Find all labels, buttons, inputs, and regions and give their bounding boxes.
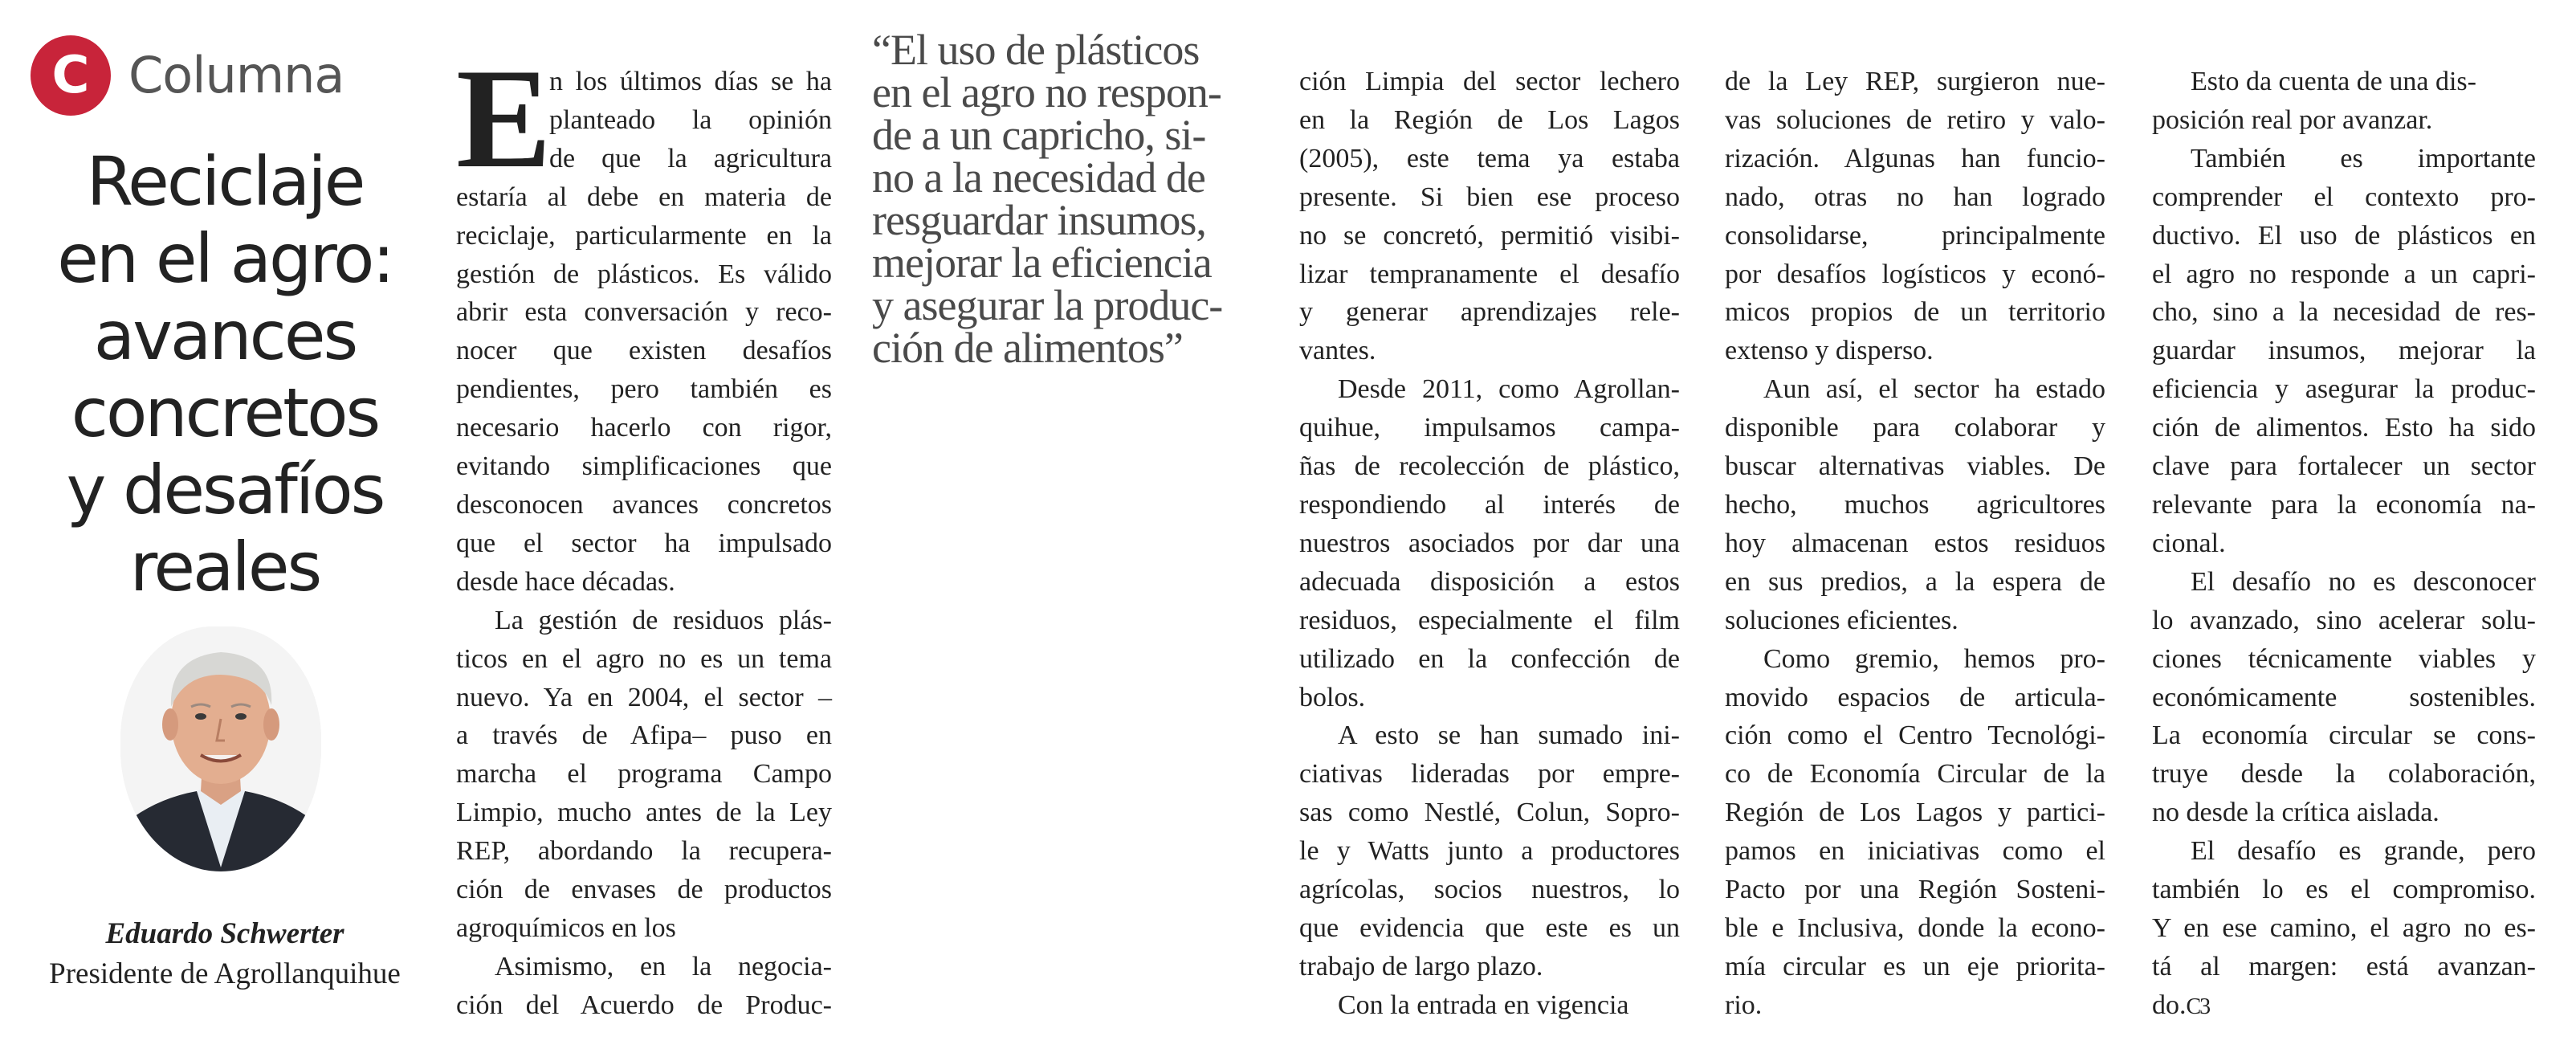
text-line: marcha el programa Campo: [456, 759, 832, 790]
article-column-3: [1725, 63, 2105, 1025]
text-line: rización. Algunas han funcio-: [1725, 143, 2105, 173]
text-line: gestión de plásticos. Es válido: [456, 259, 832, 289]
headline-line: avances: [93, 296, 357, 375]
text-line: en la Región de Los Lagos: [1299, 104, 1680, 135]
headline-line: en el agro:: [57, 219, 393, 298]
text-line: La economía circular se cons-: [2152, 720, 2536, 751]
text-line-end: do.: [2152, 990, 2187, 1020]
text-line: buscar alternativas viables. De: [1725, 451, 2105, 482]
text-line: eficiencia y asegurar la produc-: [2152, 374, 2536, 405]
text-line: por desafíos logísticos y econó-: [1725, 259, 2105, 289]
text-line: adecuada disposición a estos: [1299, 566, 1680, 597]
section-label: Columna: [128, 46, 344, 104]
text-line: evitando simplificaciones que: [456, 451, 832, 482]
section-badge-icon: C: [31, 35, 111, 116]
text-line: micos propios de un territorio: [1725, 297, 2105, 328]
text-line: lo avanzado, sino acelerar solu-: [2152, 605, 2536, 635]
pull-quote-line: ción de alimentos”: [872, 324, 1183, 372]
text-line: Como gremio, hemos pro-: [1763, 643, 2105, 674]
text-line: ción de envases de productos: [456, 875, 832, 905]
text-line: pendientes, pero también es: [456, 374, 832, 405]
text-line: rio.: [1725, 990, 1763, 1020]
text-line: pamos en iniciativas como el: [1725, 836, 2105, 867]
text-line: le y Watts junto a productores: [1299, 836, 1680, 867]
text-line: REP, abordando la recupera-: [456, 836, 832, 867]
author-portrait: [120, 626, 321, 871]
text-line: presente. Si bien ese proceso: [1299, 182, 1680, 212]
text-line: residuos, especialmente el film: [1299, 605, 1680, 635]
text-line: nuevo. Ya en 2004, el sector –: [456, 682, 832, 712]
text-line: El desafío es grande, pero: [2191, 836, 2536, 867]
text-line: relevante para la economía na-: [2152, 489, 2536, 520]
text-line: no se concretó, permitió visibi-: [1299, 220, 1680, 251]
article-column-4: [2152, 63, 2536, 1026]
drop-cap: E: [456, 39, 552, 198]
text-line: bolos.: [1299, 682, 1366, 712]
text-line: económicamente sostenibles.: [2152, 682, 2536, 712]
pull-quote-line: mejorar la eficiencia: [872, 239, 1212, 287]
text-line: utilizado en la confección de: [1299, 643, 1680, 674]
headline-line: reales: [129, 528, 320, 606]
text-line: extenso y disperso.: [1725, 336, 1934, 366]
text-line: quihue, impulsamos campa-: [1299, 413, 1680, 443]
text-line: truye desde la colaboración,: [2152, 759, 2536, 790]
text-line: ñas de recolección de plástico,: [1299, 451, 1680, 482]
text-line: en sus predios, a la espera de: [1725, 566, 2105, 597]
text-line: nado, otras no han logrado: [1725, 182, 2105, 212]
text-line: También es importante: [2191, 143, 2536, 173]
text-line: clave para fortalecer un sector: [2152, 451, 2536, 482]
text-line: soluciones eficientes.: [1725, 605, 1958, 635]
text-line: agrícolas, socios nuestros, lo: [1299, 875, 1680, 905]
text-line: Aun así, el sector ha estado: [1763, 374, 2105, 405]
text-line: disponible para colaborar y: [1725, 413, 2105, 443]
headline: [16, 143, 434, 606]
text-line: vantes.: [1299, 336, 1376, 366]
text-line: respondiendo al interés de: [1299, 489, 1680, 520]
text-line: que evidencia que este es un: [1299, 912, 1680, 943]
text-line: y generar aprendizajes rele-: [1299, 297, 1680, 328]
text-line: también lo es el compromiso.: [2152, 875, 2536, 905]
text-line: comprender el contexto pro-: [2152, 182, 2536, 212]
text-line: nuestros asociados por dar una: [1299, 528, 1680, 558]
text-line: La gestión de residuos plás-: [495, 605, 832, 635]
text-line: planteado la opinión: [549, 104, 832, 135]
text-line: ductivo. El uso de plásticos en: [2152, 220, 2536, 251]
author-name: Eduardo Schwerter: [105, 917, 344, 950]
pull-quote-line: resguardar insumos,: [872, 196, 1206, 244]
text-line: tá al margen: está avanzan-: [2152, 951, 2536, 982]
text-line: Con la entrada en vigencia: [1338, 990, 1629, 1020]
text-line: Esto da cuenta de una dis-: [2191, 67, 2476, 96]
text-line: nocer que existen desafíos: [456, 336, 832, 366]
text-line: hecho, muchos agricultores: [1725, 489, 2105, 520]
text-line: movido espacios de articula-: [1725, 682, 2105, 712]
text-line: abrir esta conversación y reco-: [456, 297, 832, 328]
text-line: n los últimos días se ha: [549, 67, 832, 96]
article-column-2: [1299, 63, 1680, 1025]
text-line: agroquímicos en los: [456, 912, 676, 943]
text-line: Limpio, mucho antes de la Ley: [456, 798, 832, 828]
text-line: posición real por avanzar.: [2152, 104, 2433, 135]
text-line: ción Limpia del sector lechero: [1299, 67, 1680, 96]
text-line: cional.: [2152, 528, 2226, 558]
text-line: de la Ley REP, surgieron nue-: [1725, 67, 2105, 96]
text-line: guardar insumos, mejorar la: [2152, 336, 2536, 366]
text-line: A esto se han sumado ini-: [1338, 720, 1680, 751]
text-line: ción del Acuerdo de Produc-: [456, 990, 832, 1020]
pull-quote-line: de a un capricho, si-: [872, 111, 1206, 159]
text-line: a través de Afipa– puso en: [456, 720, 832, 751]
text-line: vas soluciones de retiro y valo-: [1725, 104, 2105, 135]
text-line: estaría al debe en materia de: [456, 182, 832, 212]
text-line: co de Economía Circular de la: [1725, 759, 2105, 790]
text-line: no desde la crítica aislada.: [2152, 798, 2439, 828]
text-line: ciones técnicamente viables y: [2152, 643, 2536, 674]
text-line: desde hace décadas.: [456, 566, 675, 597]
text-line: (2005), este tema ya estaba: [1299, 143, 1680, 173]
pull-quote-line: en el agro no respon-: [872, 68, 1221, 116]
text-line: reciclaje, particularmente en la: [456, 220, 832, 251]
author-role: Presidente de Agrollanquihue: [49, 957, 401, 990]
end-mark-icon: C3: [2186, 994, 2210, 1019]
headline-line: concretos: [71, 373, 379, 452]
text-line: hoy almacenan estos residuos: [1725, 528, 2105, 558]
pull-quote-line: y asegurar la produc-: [872, 281, 1223, 329]
text-line-final: [2152, 986, 2536, 1026]
author-portrait-illustration: [120, 626, 321, 871]
text-line: ción de alimentos. Esto ha sido: [2152, 413, 2536, 443]
text-line: Y en ese camino, el agro no es-: [2152, 912, 2536, 943]
text-line: consolidarse, principalmente: [1725, 220, 2105, 251]
text-line: el agro no responde a un capri-: [2152, 259, 2536, 289]
text-line: cho, sino a la necesidad de res-: [2152, 297, 2536, 328]
pull-quote-line: “El uso de plásticos: [872, 26, 1200, 74]
text-line: mía circular es un eje priorita-: [1725, 951, 2105, 982]
text-line: El desafío no es desconocer: [2191, 566, 2536, 597]
text-line: necesario hacerlo con rigor,: [456, 413, 832, 443]
text-line: desconocen avances concretos: [456, 489, 832, 520]
text-line: que el sector ha impulsado: [456, 528, 832, 558]
text-line: ción como el Centro Tecnológi-: [1725, 720, 2105, 751]
text-line: Desde 2011, como Agrollan-: [1338, 374, 1680, 405]
text-line: ciativas lideradas por empre-: [1299, 759, 1680, 790]
headline-line: y desafíos: [66, 451, 384, 529]
text-line: sas como Nestlé, Colun, Sopro-: [1299, 798, 1680, 828]
text-line: de que la agricultura: [549, 143, 832, 173]
text-line: lizar tempranamente el desafío: [1299, 259, 1680, 289]
text-line: Asimismo, en la negocia-: [495, 951, 832, 982]
article-column-1: [456, 63, 832, 1025]
text-line: ticos en el agro no es un tema: [456, 643, 832, 674]
pull-quote-line: no a la necesidad de: [872, 153, 1205, 202]
text-line: Pacto por una Región Sosteni-: [1725, 875, 2105, 905]
text-line: Región de Los Lagos y partici-: [1725, 798, 2105, 828]
text-line: ble e Inclusiva, donde la econo-: [1725, 912, 2105, 943]
headline-line: Reciclaje: [86, 142, 364, 221]
text-line: trabajo de largo plazo.: [1299, 951, 1543, 982]
pull-quote: [872, 26, 1274, 372]
